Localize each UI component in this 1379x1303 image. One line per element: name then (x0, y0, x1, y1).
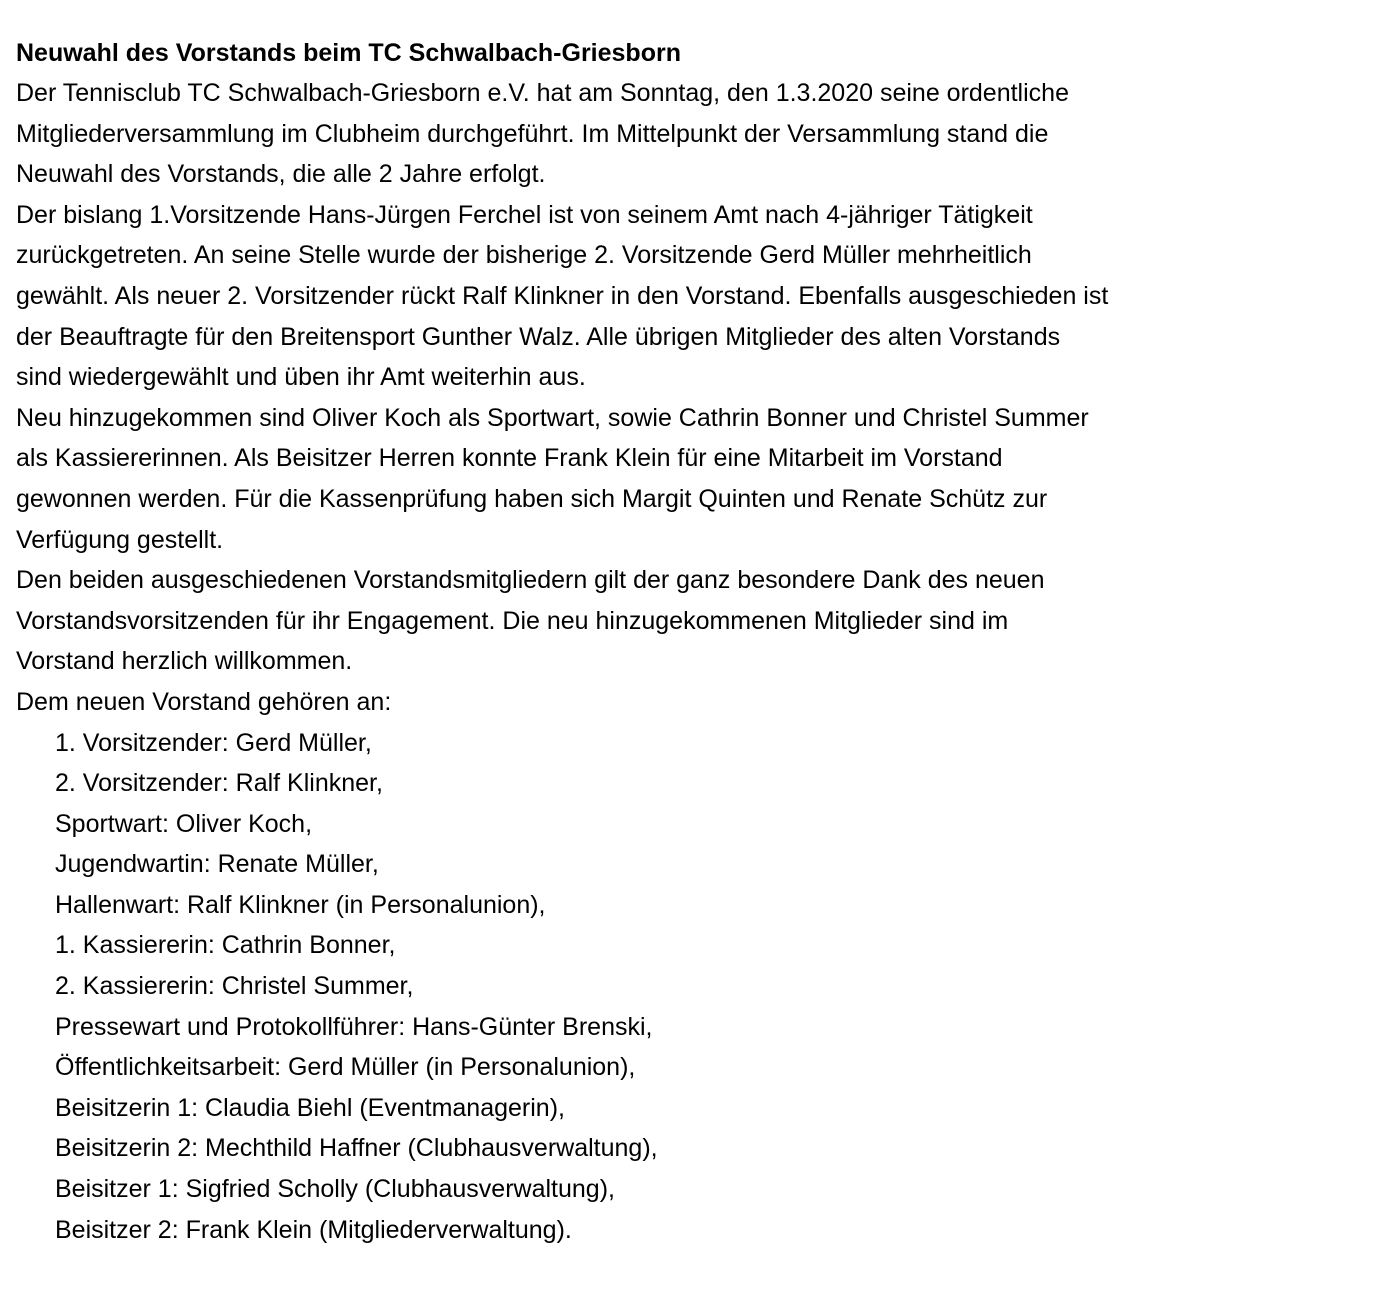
document-page (16, 33, 1366, 1250)
board-member-item: 2. Kassiererin: Christel Summer, (55, 972, 414, 1001)
article-title: Neuwahl des Vorstands beim TC Schwalbach-Griesborn (16, 39, 681, 67)
article-line: Der Tennisclub TC Schwalbach-Griesborn e.V. hat am Sonntag, den 1.3.2020 seine ordentliche (16, 79, 1069, 107)
article-line: Den beiden ausgeschiedenen Vorstandsmitgliedern gilt der ganz besondere Dank des neuen (16, 566, 1045, 595)
board-member-item: 2. Vorsitzender: Ralf Klinkner, (55, 769, 383, 798)
board-member-list (16, 723, 1366, 1251)
article-line: der Beauftragte für den Breitensport Gunther Walz. Alle übrigen Mitglieder des alten Vorstands (16, 322, 1061, 351)
article-line: gewählt. Als neuer 2. Vorsitzender rückt Ralf Klinkner in den Vorstand. Ebenfalls ausgeschieden ist (16, 281, 1109, 310)
article-line: Mitgliederversammlung im Clubheim durchgeführt. Im Mittelpunkt der Versammlung stand die (16, 119, 1049, 148)
article-body (16, 73, 1366, 723)
article-line: gewonnen werden. Für die Kassenprüfung haben sich Margit Quinten und Renate Schütz zur (16, 484, 1048, 513)
board-member-item: Beisitzer 1: Sigfried Scholly (Clubhausverwaltung), (55, 1175, 615, 1204)
article-line: zurückgetreten. An seine Stelle wurde der bisherige 2. Vorsitzende Gerd Müller mehrheitlich (16, 241, 1032, 270)
board-member-item: Beisitzerin 1: Claudia Biehl (Eventmanagerin), (55, 1093, 565, 1122)
article-line: Verfügung gestellt. (16, 525, 224, 554)
article-line: sind wiedergewählt und üben ihr Amt weiterhin aus. (16, 363, 586, 392)
article-line: Neuwahl des Vorstands, die alle 2 Jahre erfolgt. (16, 160, 546, 189)
board-member-item: Jugendwartin: Renate Müller, (55, 850, 379, 879)
article-line: Neu hinzugekommen sind Oliver Koch als Sportwart, sowie Cathrin Bonner und Christel Summer (16, 403, 1089, 432)
board-member-item: Beisitzer 2: Frank Klein (Mitgliederverwaltung). (55, 1215, 572, 1244)
article-line: Vorstand herzlich willkommen. (16, 647, 353, 676)
board-member-item: 1. Kassiererin: Cathrin Bonner, (55, 931, 396, 960)
board-member-item: Beisitzerin 2: Mechthild Haffner (Clubhausverwaltung), (55, 1134, 658, 1163)
article-line: Der bislang 1.Vorsitzende Hans-Jürgen Ferchel ist von seinem Amt nach 4-jähriger Tätigkeit (16, 200, 1033, 229)
board-member-item: Hallenwart: Ralf Klinkner (in Personalunion), (55, 890, 546, 919)
article-line: als Kassiererinnen. Als Beisitzer Herren konnte Frank Klein für eine Mitarbeit im Vorstand (16, 444, 1003, 473)
board-member-item: 1. Vorsitzender: Gerd Müller, (55, 728, 372, 757)
board-member-item: Öffentlichkeitsarbeit: Gerd Müller (in Personalunion), (55, 1053, 636, 1082)
board-member-item: Pressewart und Protokollführer: Hans-Günter Brenski, (55, 1012, 653, 1041)
article-line: Vorstandsvorsitzenden für ihr Engagement. Die neu hinzugekommenen Mitglieder sind im (16, 606, 1009, 635)
member-list-intro: Dem neuen Vorstand gehören an: (16, 687, 392, 716)
board-member-item: Sportwart: Oliver Koch, (55, 809, 313, 838)
